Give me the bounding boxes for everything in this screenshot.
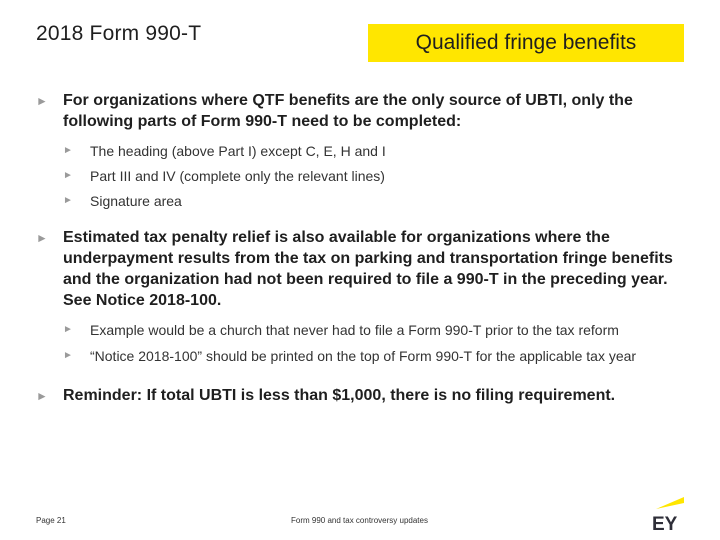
content xyxy=(36,90,686,406)
footer-page-number: Page 21 xyxy=(36,516,66,525)
ey-logo-text: EY xyxy=(652,514,678,533)
sub-bullet-2-1-text: Example would be a church that never had to file a Form 990-T prior to the tax reform xyxy=(90,322,619,338)
bullet-arrow-icon: ► xyxy=(63,145,73,156)
bullet-1-text: For organizations where QTF benefits are the only source of UBTI, only the following parts of Form 990-T need to be completed: xyxy=(63,92,633,130)
bullet-1 xyxy=(36,90,686,132)
bullet-3-text: Reminder: If total UBTI is less than $1,000, there is no filing requirement. xyxy=(63,387,616,404)
footer-center-text: Form 990 and tax controversy updates xyxy=(291,516,428,525)
bullet-arrow-icon: ► xyxy=(63,350,73,361)
topic-tag-label: Qualified fringe benefits xyxy=(415,31,637,54)
sub-bullet-2-1 xyxy=(63,321,686,339)
sub-bullet-2-2-text: “Notice 2018-100” should be printed on the top of Form 990-T for the applicable tax year xyxy=(90,348,637,364)
bullet-2-text: Estimated tax penalty relief is also available for organizations where the underpayment results from the tax on parking and transportation fringe benefits and the organization had not been required to file a 990-T in the preceding year. See Notice 2018-100. xyxy=(63,229,673,309)
sub-bullet-1-1-text: The heading (above Part I) except C, E, H and I xyxy=(90,143,386,159)
slide-title: 2018 Form 990-T xyxy=(36,22,202,45)
bullet-arrow-icon: ► xyxy=(36,389,48,403)
topic-tag xyxy=(368,24,684,62)
bullet-arrow-icon: ► xyxy=(36,231,48,245)
sub-bullet-1-3-text: Signature area xyxy=(90,193,182,209)
sub-bullet-2-2 xyxy=(63,347,686,365)
sub-bullet-1-2 xyxy=(63,167,686,185)
sub-bullet-1-1 xyxy=(63,142,686,160)
bullet-arrow-icon: ► xyxy=(63,324,73,335)
bullet-arrow-icon: ► xyxy=(36,94,48,108)
bullet-3 xyxy=(36,385,686,406)
ey-logo xyxy=(650,495,686,533)
bullet-2 xyxy=(36,227,686,311)
ey-logo-accent xyxy=(656,497,684,509)
bullet-arrow-icon: ► xyxy=(63,170,73,181)
bullet-arrow-icon: ► xyxy=(63,195,73,206)
sub-bullet-1-2-text: Part III and IV (complete only the relevant lines) xyxy=(90,168,385,184)
sub-bullet-1-3 xyxy=(63,192,686,210)
